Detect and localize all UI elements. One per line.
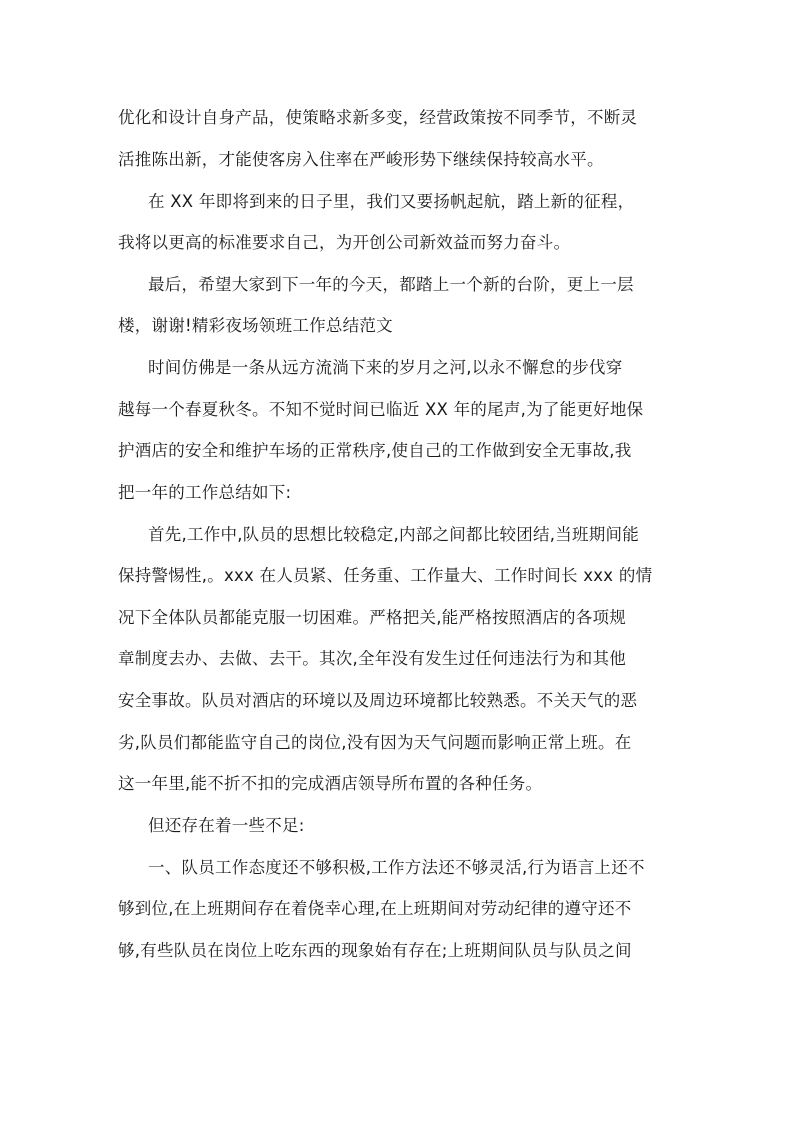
text-line: 章制度去办、去做、去干。其次,全年没有发生过任何违法行为和其他 bbox=[118, 649, 626, 668]
text-line: 够到位,在上班期间存在着侥幸心理,在上班期间对劳动纪律的遵守还不 bbox=[118, 899, 632, 918]
paragraph-first-line: 首先,工作中,队员的思想比较稳定,内部之间都比较团结,当班期间能 bbox=[148, 525, 639, 544]
text-line: 把一年的工作总结如下: bbox=[118, 483, 292, 502]
text-line: 况下全体队员都能克服一切困难。严格把关,能严格按照酒店的各项规 bbox=[118, 608, 626, 627]
text-line: 保持警惕性,。xxx 在人员紧、任务重、工作量大、工作时间长 xxx 的情 bbox=[118, 566, 653, 585]
paragraph-first-line: 时间仿佛是一条从远方流淌下来的岁月之河,以永不懈怠的步伐穿 bbox=[148, 358, 623, 377]
paragraph-first-line: 一、队员工作态度还不够积极,工作方法还不够灵活,行为语言上还不 bbox=[148, 858, 645, 877]
paragraph-first-line: 最后，希望大家到下一年的今天，都踏上一个新的台阶，更上一层 bbox=[148, 275, 634, 294]
text-line: 护酒店的安全和维护车场的正常秩序,使自己的工作做到安全无事故,我 bbox=[118, 441, 632, 460]
text-line: 活推陈出新，才能使客房入住率在严峻形势下继续保持较高水平。 bbox=[118, 150, 604, 169]
paragraph-first-line: 在 XX 年即将到来的日子里，我们又要扬帆起航，踏上新的征程， bbox=[148, 192, 635, 211]
text-line: 优化和设计自身产品，使策略求新多变，经营政策按不同季节，不断灵 bbox=[118, 108, 638, 127]
paragraph-first-line: 但还存在着一些不足: bbox=[148, 816, 305, 835]
text-line: 安全事故。队员对酒店的环境以及周边环境都比较熟悉。不关天气的恶 bbox=[118, 691, 638, 710]
text-line: 够,有些队员在岗位上吃东西的现象始有存在;上班期间队员与队员之间 bbox=[118, 941, 632, 960]
text-line: 劣,队员们都能监守自己的岗位,没有因为天气问题而影响正常上班。在 bbox=[118, 733, 632, 752]
text-line: 我将以更高的标准要求自己，为开创公司新效益而努力奋斗。 bbox=[118, 233, 571, 252]
text-line: 越每一个春夏秋冬。不知不觉时间已临近 XX 年的尾声,为了能更好地保 bbox=[118, 400, 644, 419]
text-line: 楼，谢谢!精彩夜场领班工作总结范文 bbox=[118, 316, 393, 335]
text-line: 这一年里,能不折不扣的完成酒店领导所布置的各种任务。 bbox=[118, 774, 543, 793]
